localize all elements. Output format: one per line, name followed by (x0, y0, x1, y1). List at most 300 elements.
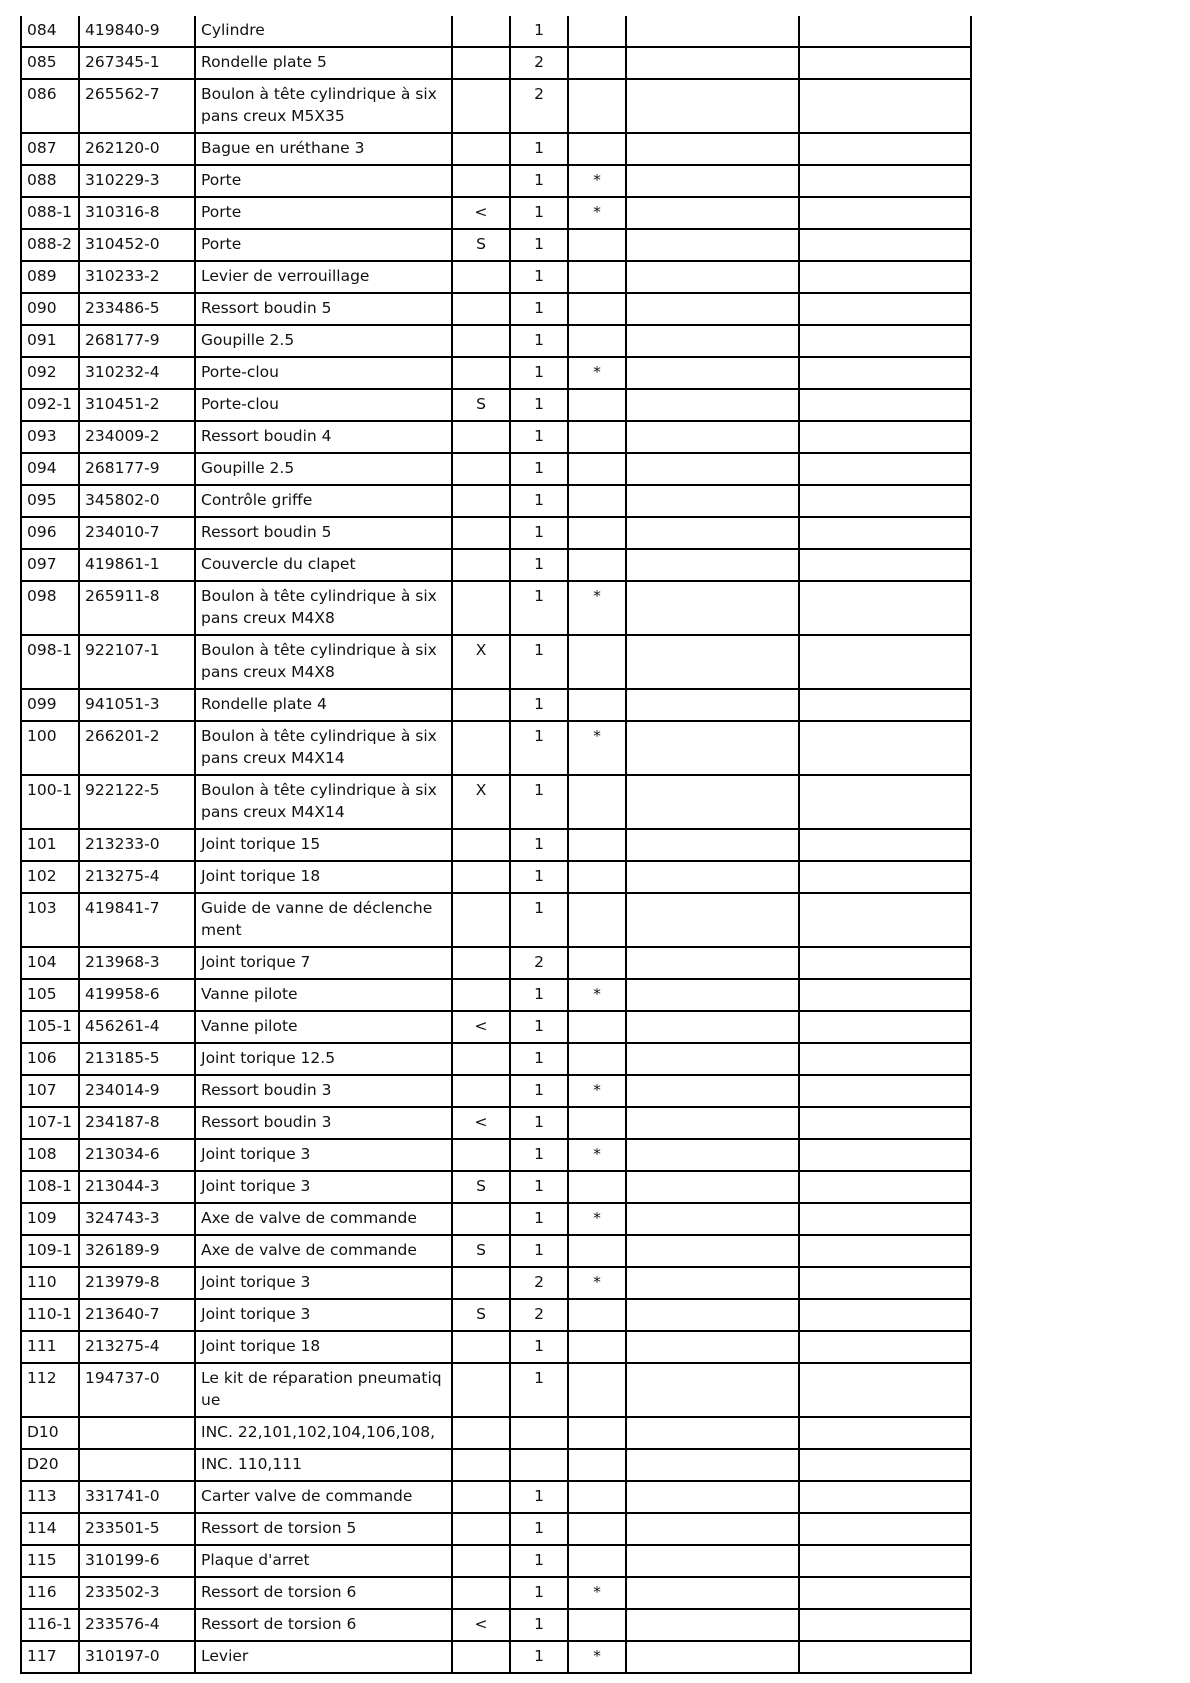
blank-cell-cell (626, 1641, 799, 1673)
variant-mark (458, 980, 504, 983)
table-row (21, 861, 971, 893)
quantity-cell (510, 1577, 568, 1609)
variant-mark (458, 518, 504, 521)
part-description: Joint torique 15 (201, 835, 321, 853)
part-number-cell (21, 389, 79, 421)
blank-cell-cell (799, 261, 971, 293)
blank-cell-cell (799, 947, 971, 979)
variant-mark-cell (452, 1139, 510, 1171)
note-mark-cell (568, 1513, 626, 1545)
reference-number-cell (79, 357, 195, 389)
part-description: Ressort boudin 3 (201, 1113, 332, 1131)
parts-table (20, 16, 972, 1674)
part-description: Ressort boudin 5 (201, 299, 332, 317)
part-number: 094 (27, 459, 57, 477)
note-mark (574, 1364, 620, 1367)
note-mark: * (593, 1273, 601, 1291)
variant-mark-cell (452, 1481, 510, 1513)
blank-cell-cell (626, 16, 799, 47)
note-mark-cell (568, 1577, 626, 1609)
quantity-cell (510, 357, 568, 389)
variant-mark: S (476, 235, 486, 253)
note-mark-cell (568, 1075, 626, 1107)
part-number-cell (21, 689, 79, 721)
part-description: Joint torique 3 (201, 1305, 311, 1323)
reference-number: 234187-8 (85, 1113, 160, 1131)
table-row (21, 1139, 971, 1171)
part-number: 113 (27, 1487, 57, 1505)
variant-mark-cell (452, 1331, 510, 1363)
variant-mark-cell (452, 16, 510, 47)
quantity-cell (510, 1513, 568, 1545)
part-description-cell (195, 689, 452, 721)
part-description-cell (195, 1417, 452, 1449)
reference-number: 234010-7 (85, 523, 160, 541)
reference-number: 331741-0 (85, 1487, 160, 1505)
quantity: 1 (534, 491, 544, 509)
reference-number: 266201-2 (85, 727, 160, 745)
blank-cell-cell (799, 1075, 971, 1107)
quantity: 1 (534, 1209, 544, 1227)
note-mark-cell (568, 165, 626, 197)
variant-mark (458, 294, 504, 297)
note-mark-cell (568, 1609, 626, 1641)
part-number: 098 (27, 587, 57, 605)
part-number-cell (21, 165, 79, 197)
quantity: 1 (534, 1369, 544, 1387)
quantity: 1 (534, 1487, 544, 1505)
variant-mark (458, 1140, 504, 1143)
note-mark (574, 134, 620, 137)
part-number-cell (21, 133, 79, 165)
blank-cell-cell (799, 1481, 971, 1513)
reference-number-cell (79, 229, 195, 261)
variant-mark-cell (452, 1417, 510, 1449)
table-row (21, 485, 971, 517)
reference-number-cell (79, 1481, 195, 1513)
variant-mark-cell (452, 689, 510, 721)
part-description-cell (195, 421, 452, 453)
part-number: 103 (27, 899, 57, 917)
note-mark-cell (568, 79, 626, 133)
blank-cell-cell (799, 293, 971, 325)
quantity: 2 (534, 85, 544, 103)
part-description-cell (195, 1107, 452, 1139)
part-number-cell (21, 1171, 79, 1203)
note-mark (574, 1610, 620, 1613)
quantity: 1 (534, 695, 544, 713)
part-number-cell (21, 1267, 79, 1299)
variant-mark (458, 1418, 504, 1421)
part-description-cell (195, 549, 452, 581)
note-mark (574, 550, 620, 553)
part-description: Goupille 2.5 (201, 459, 295, 477)
table-row (21, 1609, 971, 1641)
reference-number: 194737-0 (85, 1369, 160, 1387)
part-description: INC. 110,111 (201, 1455, 302, 1473)
note-mark (574, 830, 620, 833)
reference-number-cell (79, 1203, 195, 1235)
blank-cell-cell (626, 775, 799, 829)
variant-mark (458, 582, 504, 585)
variant-mark-cell (452, 1267, 510, 1299)
reference-number: 310232-4 (85, 363, 160, 381)
quantity-cell (510, 1299, 568, 1331)
part-description-cell (195, 1011, 452, 1043)
blank-cell-cell (799, 1577, 971, 1609)
note-mark-cell (568, 549, 626, 581)
variant-mark-cell (452, 165, 510, 197)
reference-number (85, 1450, 189, 1453)
part-description: Levier (201, 1647, 249, 1665)
quantity-cell (510, 775, 568, 829)
part-number: 098-1 (27, 641, 73, 659)
variant-mark: S (476, 395, 486, 413)
blank-cell-cell (799, 1011, 971, 1043)
note-mark (574, 230, 620, 233)
part-number-cell (21, 357, 79, 389)
variant-mark (458, 262, 504, 265)
quantity-cell (510, 1267, 568, 1299)
note-mark (574, 862, 620, 865)
part-number: 110-1 (27, 1305, 73, 1323)
note-mark (574, 16, 620, 19)
reference-number: 922122-5 (85, 781, 160, 799)
part-number: 105-1 (27, 1017, 73, 1035)
quantity: 1 (534, 835, 544, 853)
quantity: 1 (534, 139, 544, 157)
part-description-cell (195, 1481, 452, 1513)
blank-cell-cell (799, 1107, 971, 1139)
part-number: 090 (27, 299, 57, 317)
part-description-cell (195, 485, 452, 517)
blank-cell-cell (626, 261, 799, 293)
part-description: Plaque d'arret (201, 1551, 310, 1569)
blank-cell-cell (799, 421, 971, 453)
reference-number: 326189-9 (85, 1241, 160, 1259)
part-number-cell (21, 1107, 79, 1139)
part-number-cell (21, 979, 79, 1011)
quantity-cell (510, 635, 568, 689)
blank-cell-cell (626, 1043, 799, 1075)
variant-mark: X (475, 641, 487, 659)
blank-cell-cell (799, 1417, 971, 1449)
note-mark: * (593, 985, 601, 1003)
table-row (21, 689, 971, 721)
quantity: 1 (534, 1017, 544, 1035)
part-number-cell (21, 1139, 79, 1171)
quantity: 1 (534, 1113, 544, 1131)
note-mark-cell (568, 1267, 626, 1299)
note-mark: * (593, 203, 601, 221)
reference-number-cell (79, 16, 195, 47)
variant-mark (458, 1546, 504, 1549)
part-description: Joint torique 3 (201, 1273, 311, 1291)
note-mark (574, 636, 620, 639)
quantity: 1 (534, 1583, 544, 1601)
table-row (21, 1641, 971, 1673)
part-number: 088 (27, 171, 57, 189)
note-mark: * (593, 1583, 601, 1601)
part-number-cell (21, 47, 79, 79)
part-description-cell (195, 133, 452, 165)
part-description: Boulon à tête cylindrique à six pans creux M4X14 (201, 781, 437, 821)
table-row (21, 47, 971, 79)
quantity: 1 (534, 459, 544, 477)
blank-cell-cell (626, 1299, 799, 1331)
table-row (21, 1171, 971, 1203)
part-description-cell (195, 229, 452, 261)
reference-number-cell (79, 1449, 195, 1481)
quantity: 1 (534, 1551, 544, 1569)
blank-cell-cell (799, 1513, 971, 1545)
blank-cell-cell (626, 293, 799, 325)
quantity: 2 (534, 1305, 544, 1323)
blank-cell-cell (626, 357, 799, 389)
table-row (21, 1481, 971, 1513)
quantity-cell (510, 861, 568, 893)
table-row (21, 133, 971, 165)
reference-number: 213979-8 (85, 1273, 160, 1291)
reference-number: 265562-7 (85, 85, 160, 103)
note-mark (574, 1108, 620, 1111)
blank-cell-cell (626, 453, 799, 485)
reference-number-cell (79, 689, 195, 721)
blank-cell-cell (799, 979, 971, 1011)
part-description-cell (195, 1577, 452, 1609)
reference-number: 213044-3 (85, 1177, 160, 1195)
part-description-cell (195, 635, 452, 689)
quantity: 1 (534, 299, 544, 317)
variant-mark-cell (452, 775, 510, 829)
table-row (21, 1545, 971, 1577)
table-row (21, 979, 971, 1011)
reference-number-cell (79, 389, 195, 421)
reference-number: 419840-9 (85, 21, 160, 39)
variant-mark (458, 550, 504, 553)
note-mark-cell (568, 947, 626, 979)
quantity-cell (510, 1331, 568, 1363)
blank-cell-cell (799, 453, 971, 485)
part-description: Boulon à tête cylindrique à six pans creux M4X8 (201, 641, 437, 681)
part-number-cell (21, 1417, 79, 1449)
table-row (21, 229, 971, 261)
variant-mark-cell (452, 47, 510, 79)
quantity-cell (510, 1011, 568, 1043)
part-description: Boulon à tête cylindrique à six pans creux M5X35 (201, 85, 437, 125)
reference-number: 345802-0 (85, 491, 160, 509)
note-mark (574, 1418, 620, 1421)
part-number: 087 (27, 139, 57, 157)
reference-number-cell (79, 1417, 195, 1449)
part-description-cell (195, 1299, 452, 1331)
variant-mark-cell (452, 861, 510, 893)
variant-mark (458, 358, 504, 361)
part-number-cell (21, 1545, 79, 1577)
variant-mark (458, 1204, 504, 1207)
reference-number: 233576-4 (85, 1615, 160, 1633)
quantity-cell (510, 1417, 568, 1449)
variant-mark (458, 690, 504, 693)
quantity: 1 (534, 331, 544, 349)
blank-cell-cell (626, 1267, 799, 1299)
blank-cell-cell (799, 581, 971, 635)
quantity-cell (510, 829, 568, 861)
note-mark (574, 454, 620, 457)
variant-mark (458, 894, 504, 897)
part-number-cell (21, 635, 79, 689)
quantity-cell (510, 421, 568, 453)
note-mark-cell (568, 1449, 626, 1481)
reference-number-cell (79, 485, 195, 517)
reference-number-cell (79, 549, 195, 581)
quantity-cell (510, 293, 568, 325)
variant-mark (458, 1364, 504, 1367)
part-number-cell (21, 1331, 79, 1363)
note-mark-cell (568, 453, 626, 485)
part-number-cell (21, 1513, 79, 1545)
variant-mark (458, 722, 504, 725)
variant-mark (458, 1268, 504, 1271)
table-row (21, 357, 971, 389)
table-row (21, 1235, 971, 1267)
table-row (21, 829, 971, 861)
quantity-cell (510, 893, 568, 947)
table-row (21, 293, 971, 325)
blank-cell-cell (799, 197, 971, 229)
note-mark-cell (568, 721, 626, 775)
blank-cell-cell (799, 1299, 971, 1331)
quantity: 1 (534, 555, 544, 573)
part-description: Bague en uréthane 3 (201, 139, 365, 157)
part-number: 102 (27, 867, 57, 885)
variant-mark (458, 48, 504, 51)
reference-number: 262120-0 (85, 139, 160, 157)
note-mark-cell (568, 979, 626, 1011)
quantity-cell (510, 1235, 568, 1267)
table-row (21, 581, 971, 635)
quantity-cell (510, 1075, 568, 1107)
part-description: Vanne pilote (201, 1017, 298, 1035)
variant-mark: < (474, 1113, 488, 1131)
part-description: Goupille 2.5 (201, 331, 295, 349)
reference-number: 267345-1 (85, 53, 160, 71)
part-number: 106 (27, 1049, 57, 1067)
reference-number: 324743-3 (85, 1209, 160, 1227)
reference-number-cell (79, 421, 195, 453)
quantity-cell (510, 229, 568, 261)
blank-cell-cell (799, 1641, 971, 1673)
quantity: 1 (534, 867, 544, 885)
note-mark-cell (568, 1235, 626, 1267)
blank-cell-cell (626, 979, 799, 1011)
quantity-cell (510, 1641, 568, 1673)
quantity-cell (510, 197, 568, 229)
reference-number: 268177-9 (85, 459, 160, 477)
variant-mark-cell (452, 581, 510, 635)
blank-cell-cell (626, 229, 799, 261)
part-description-cell (195, 47, 452, 79)
part-description-cell (195, 979, 452, 1011)
note-mark (574, 80, 620, 83)
reference-number: 419841-7 (85, 899, 160, 917)
variant-mark-cell (452, 1577, 510, 1609)
blank-cell-cell (626, 1513, 799, 1545)
reference-number-cell (79, 979, 195, 1011)
blank-cell-cell (626, 1011, 799, 1043)
part-number-cell (21, 1011, 79, 1043)
part-number-cell (21, 1641, 79, 1673)
table-row (21, 1203, 971, 1235)
part-number: 085 (27, 53, 57, 71)
part-number: 097 (27, 555, 57, 573)
quantity: 1 (534, 587, 544, 605)
reference-number: 265911-8 (85, 587, 160, 605)
note-mark-cell (568, 1203, 626, 1235)
quantity-cell (510, 1139, 568, 1171)
part-description: Joint torique 18 (201, 1337, 321, 1355)
quantity: 2 (534, 953, 544, 971)
note-mark: * (593, 363, 601, 381)
part-number: 101 (27, 835, 57, 853)
part-description: Porte (201, 171, 242, 189)
variant-mark-cell (452, 1513, 510, 1545)
part-number-cell (21, 517, 79, 549)
part-description-cell (195, 1641, 452, 1673)
part-description: Joint torique 18 (201, 867, 321, 885)
part-number-cell (21, 1609, 79, 1641)
variant-mark-cell (452, 1609, 510, 1641)
blank-cell-cell (626, 1449, 799, 1481)
blank-cell-cell (626, 635, 799, 689)
table-row (21, 1299, 971, 1331)
part-number-cell (21, 861, 79, 893)
reference-number: 310199-6 (85, 1551, 160, 1569)
variant-mark-cell (452, 1171, 510, 1203)
part-description: Porte (201, 203, 242, 221)
blank-cell-cell (799, 229, 971, 261)
reference-number-cell (79, 1235, 195, 1267)
reference-number: 268177-9 (85, 331, 160, 349)
reference-number: 233501-5 (85, 1519, 160, 1537)
part-number-cell (21, 293, 79, 325)
variant-mark (458, 948, 504, 951)
part-description: Joint torique 12.5 (201, 1049, 336, 1067)
note-mark (574, 1450, 620, 1453)
part-number: 108 (27, 1145, 57, 1163)
quantity: 1 (534, 523, 544, 541)
blank-cell-cell (626, 893, 799, 947)
blank-cell-cell (799, 1203, 971, 1235)
part-description-cell (195, 1139, 452, 1171)
reference-number: 310233-2 (85, 267, 160, 285)
blank-cell-cell (799, 861, 971, 893)
part-number-cell (21, 549, 79, 581)
blank-cell-cell (799, 775, 971, 829)
reference-number-cell (79, 893, 195, 947)
part-number: 092-1 (27, 395, 73, 413)
variant-mark-cell (452, 133, 510, 165)
part-number-cell (21, 16, 79, 47)
reference-number-cell (79, 1299, 195, 1331)
part-number-cell (21, 421, 79, 453)
quantity: 1 (534, 267, 544, 285)
table-row (21, 635, 971, 689)
quantity-cell (510, 1171, 568, 1203)
part-number-cell (21, 1481, 79, 1513)
note-mark: * (593, 1209, 601, 1227)
part-number: 100 (27, 727, 57, 745)
